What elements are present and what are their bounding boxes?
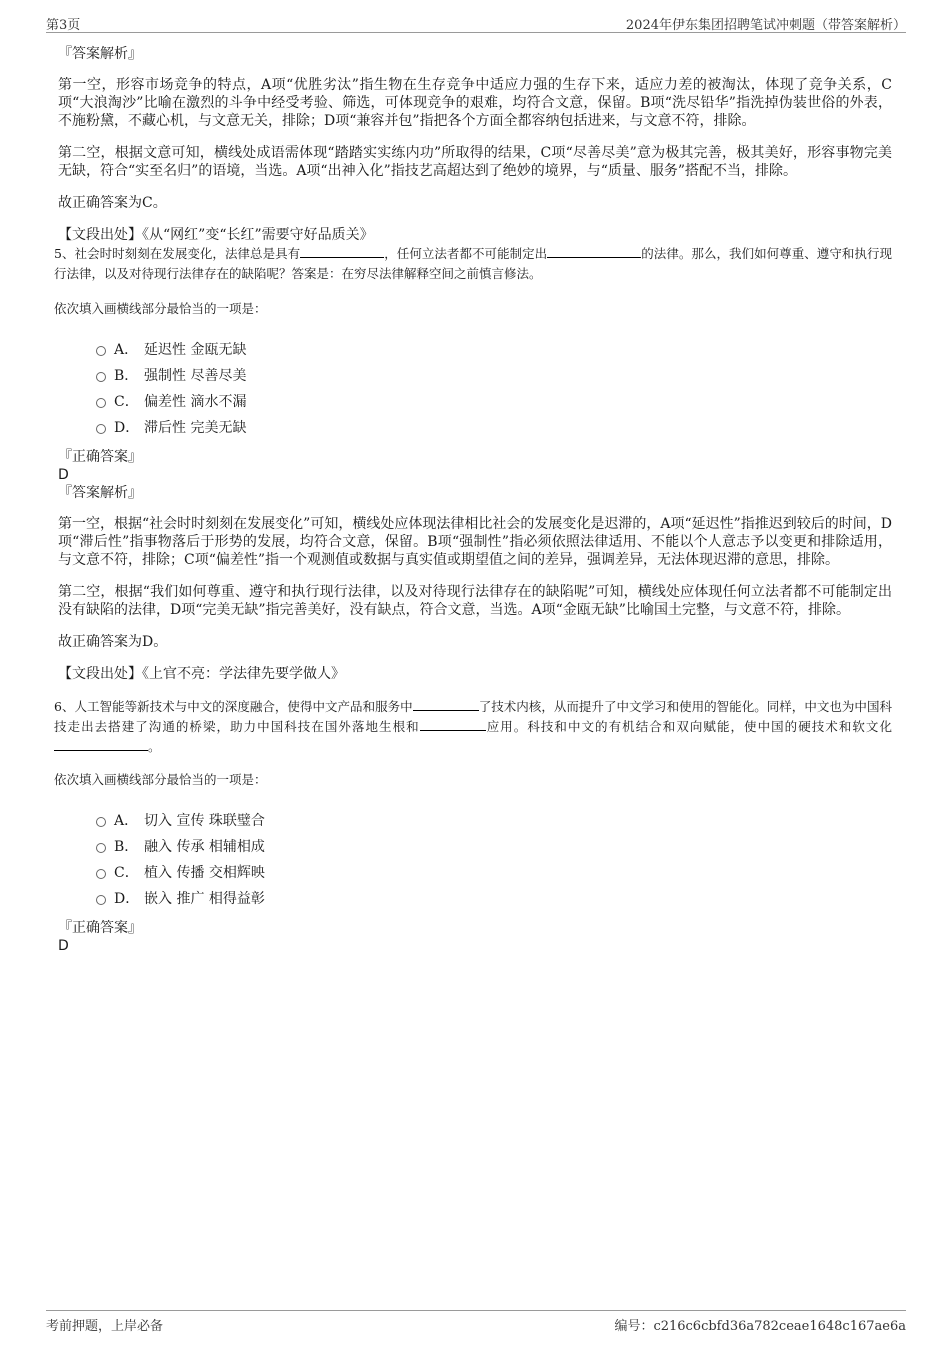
question-5-options [58, 337, 892, 441]
answer-blank [413, 698, 479, 711]
answer-blank [300, 245, 384, 258]
option-letter: A． [114, 813, 139, 829]
question-5-stem [54, 244, 892, 284]
option-letter: D． [114, 420, 140, 436]
question-5-instruction: 依次填入画横线部分最恰当的一项是： [54, 301, 267, 316]
question-text: ，任何立法者都不可能制定出 [384, 246, 548, 261]
correct-answer: D [58, 467, 69, 483]
radio-icon[interactable] [96, 843, 106, 853]
analysis-paragraph-1: 第一空，形容市场竞争的特点，A项“优胜劣汰”指生物在生存竞争中适应力强的生存下来，适应力差的被淘汰，体现了竞争关系，C项“大浪淘沙”比喻在激烈的斗争中经受考验、筛选，可体现竞争的艰难，均符合文意，保留。B项“洗尽铅华”指洗掉伪装世俗的外表，不施粉黛，不藏心机，与文意无关，排除；D项“兼容并包”指把各个方面全都容纳包括进来，与文意不符，排除。 [58, 77, 892, 129]
option-text: 延迟性 金瓯无缺 [144, 342, 247, 358]
option-letter: B． [114, 368, 139, 384]
radio-icon[interactable] [96, 895, 106, 905]
option-c[interactable] [58, 860, 892, 886]
radio-icon[interactable] [96, 817, 106, 827]
source-citation: 【文段出处】《上官不亮：学法律先要学做人》 [58, 666, 345, 682]
option-b[interactable] [58, 834, 892, 860]
page-number: 第3页 [46, 18, 81, 33]
option-letter: B． [114, 839, 139, 855]
radio-icon[interactable] [96, 372, 106, 382]
analysis-paragraph-2: 第二空，根据文意可知，横线处成语需体现“踏踏实实练内功”所取得的结果，C项“尽善尽美”意为极其完善，极其美好，形容事物完美无缺，符合“实至名归”的语境，当选。A项“出神入化”指技艺高超达到了绝妙的境界，与“质量、服务”搭配不当，排除。 [58, 145, 892, 179]
page-content [54, 44, 892, 954]
option-c[interactable] [58, 389, 892, 415]
page-footer [46, 1310, 906, 1335]
footer-slogan: 考前押题，上岸必备 [46, 1319, 164, 1334]
option-d[interactable] [58, 415, 892, 441]
option-text: 偏差性 滴水不漏 [144, 394, 247, 410]
option-letter: C． [114, 865, 139, 881]
correct-answer-tag: 『正确答案』 [58, 920, 142, 936]
conclusion: 故正确答案为C。 [58, 195, 167, 211]
source-citation: 【文段出处】《从“网红”变“长红”需要守好品质关》 [58, 227, 374, 243]
option-a[interactable] [58, 337, 892, 363]
question-6-options [58, 808, 892, 912]
correct-answer: D [58, 938, 69, 954]
document-title: 2024年伊东集团招聘笔试冲刺题（带答案解析） [625, 18, 906, 33]
conclusion: 故正确答案为D。 [58, 634, 168, 650]
option-text: 嵌入 推广 相得益彰 [144, 891, 265, 907]
question-text: 。 [148, 739, 161, 754]
analysis-tag: 『答案解析』 [58, 485, 142, 501]
question-text: 6、人工智能等新技术与中文的深度融合，使得中文产品和服务中 [54, 699, 413, 714]
question-6-stem [54, 697, 892, 757]
correct-answer-tag: 『正确答案』 [58, 449, 142, 465]
page-header [46, 12, 906, 33]
option-b[interactable] [58, 363, 892, 389]
option-a[interactable] [58, 808, 892, 834]
option-text: 融入 传承 相辅相成 [144, 839, 265, 855]
radio-icon[interactable] [96, 346, 106, 356]
option-text: 植入 传播 交相辉映 [144, 865, 265, 881]
analysis-paragraph-1: 第一空，根据“社会时时刻刻在发展变化”可知，横线处应体现法律相比社会的发展变化是迟滞的，A项“延迟性”指推迟到较后的时间，D项“滞后性”指事物落后于形势的发展，均符合文意，保留。B项“强制性”指必须依照法律适用、不能以个人意志予以变更和排除适用，与文意不符，排除；C项“偏差性”指一个观测值或数据与真实值或期望值之间的差异，强调差异，无法体现迟滞的意思，排除。 [58, 516, 892, 568]
analysis-tag: 『答案解析』 [58, 46, 142, 62]
question-text: 的法律。那么，我们如何尊重、遵守和执行现行法律，以及对待现行法律存在的缺陷呢？答案是：在穷尽法律解释空间之前慎言修法。 [54, 246, 892, 281]
option-text: 滞后性 完美无缺 [144, 420, 247, 436]
answer-blank [547, 245, 641, 258]
option-letter: A． [114, 342, 139, 358]
option-d[interactable] [58, 886, 892, 912]
question-6-instruction: 依次填入画横线部分最恰当的一项是： [54, 772, 267, 787]
question-text: 5、社会时时刻刻在发展变化，法律总是具有 [54, 246, 301, 261]
option-letter: C． [114, 394, 139, 410]
radio-icon[interactable] [96, 869, 106, 879]
radio-icon[interactable] [96, 424, 106, 434]
option-text: 强制性 尽善尽美 [144, 368, 247, 384]
question-text: 了技术内核，从而提升了中文学习和使用的智能化。同样，中文也为中国科技走出去搭建了沟通的桥梁，助力中国科技在国外落地生根和 [54, 699, 892, 734]
option-letter: D． [114, 891, 140, 907]
option-text: 切入 宣传 珠联璧合 [144, 813, 265, 829]
answer-blank [420, 718, 486, 731]
analysis-paragraph-2: 第二空，根据“我们如何尊重、遵守和执行现行法律，以及对待现行法律存在的缺陷呢”可知，横线处应体现任何立法者都不可能制定出没有缺陷的法律，D项“完美无缺”指完善美好，没有缺点，符合文意，当选。A项“金瓯无缺”比喻国土完整，与文意不符，排除。 [58, 584, 892, 618]
answer-blank [54, 738, 148, 751]
document-id: 编号：c216c6cbfd36a782ceae1648c167ae6a [614, 1319, 906, 1334]
radio-icon[interactable] [96, 398, 106, 408]
question-text: 应用。科技和中文的有机结合和双向赋能，使中国的硬技术和软文化 [485, 719, 892, 734]
